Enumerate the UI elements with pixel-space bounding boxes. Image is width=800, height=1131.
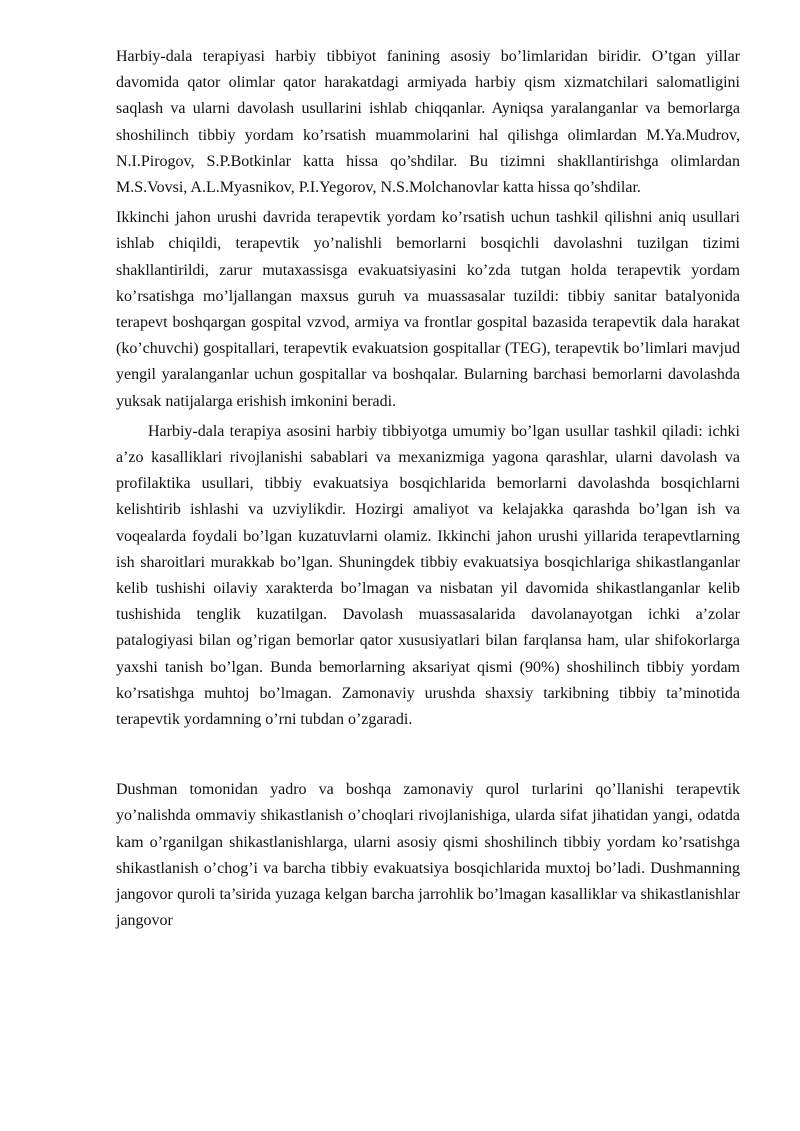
paragraph-1: Harbiy-dala terapiyasi harbiy tibbiyot fanining asosiy bo’limlaridan biridir. O’tgan yillar davomida qator olimlar qator harakatdagi armiyada harbiy qism xizmatchilari salomatligini saqlash va ularni davolash usullarini ishlab chiqqanlar. Ayniqsa yaralanganlar va bemorlarga shoshilinch tibbiy yordam ko’rsatish muammolarini hal qilishga olimlardan M.Ya.Mudrov, N.I.Pirogov, S.P.Botkinlar katta hissa qo’shdilar. Bu tizimni shakllantirishga olimlardan M.S.Vovsi, A.L.Myasnikov, P.I.Yegorov, N.S.Molchanovlar katta hissa qo’shdilar. (116, 48, 740, 197)
paragraph-3: Harbiy-dala terapiya asosini harbiy tibbiyotga umumiy bo’lgan usullar tashkil qiladi: ichki a’zo kasalliklari rivojlanishi sabablari va mexanizmiga yagona qarashlar, ularni davolash va profilaktika usullari, tibbiy evakuatsiya bosqichlarida bemorlarni davolashda bosqichlarni kelishtirib ishlashi va uzviylikdir. Hozirgi amaliyot va kelajakka qarashda bo’lgan ish va voqealarda foydali bo’lgan kuzatuvlarni olamiz. Ikkinchi jahon urushi yillarida terapevtlarning ish sharoitlari murakkab bo’lgan. Shuningdek tibbiy evakuatsiya bosqichlariga shikastlanganlar kelib tushishi oilaviy xarakterda bo’lmagan va nisbatan yil davomida shikastlanganlar kelib tushishida tenglik kuzatilgan. Davolash muassasalarida davolanayotgan ichki a’zolar patalogiyasi bilan og’rigan bemorlar qator xususiyatlari bilan farqlansa ham, ular shifokorlarga yaxshi tanish bo’lgan. Bunda bemorlarning aksariyat qismi (90%) shoshilinch tibbiy yordam ko’rsatishga muhtoj bo’lmagan. Zamonaviy urushda shaxsiy tarkibning tibbiy ta’minotida terapevtik yordamning o’rni tubdan o’zgaradi. (116, 422, 740, 729)
paragraph-4: Dushman tomonidan yadro va boshqa zamonaviy qurol turlarini qo’llanishi terapevtik yo’nalishda ommaviy shikastlanish o’choqlari rivojlanishiga, ularda sifat jihatidan yangi, odatda kam o’rganilgan shikastlanishlarga, ularni asosiy qismi shoshilinch tibbiy yordam ko’rsatishga shikastlanish o’chog’i va barcha tibbiy evakuatsiya bosqichlarida muxtoj bo’ladi. Dushmanning jangovor quroli ta’sirida yuzaga kelgan barcha jarrohlik bo’lmagan kasalliklar va shikastlanishlar jangovor (116, 781, 740, 930)
paragraph-2: Ikkinchi jahon urushi davrida terapevtik yordam ko’rsatish uchun tashkil qilishni aniq usullari ishlab chiqildi, terapevtik yo’nalishli bemorlarni bosqichli davolashni tuzilgan tizimi shakllantirildi, zarur mutaxassisga evakuatsiyasini ko’zda tutgan holda terapevtik yordam ko’rsatishga mo’ljallangan maxsus guruh va muassasalar tuzildi: tibbiy sanitar batalyonida terapevt boshqargan gospital vzvod, armiya va frontlar gospital bazasida terapevtik dala harakat (ko’chuvchi) gospitallari, terapevtik evakuatsion gospitallar (TEG), terapevtik bo’limlari mavjud yengil yaralanganlar uchun gospitallar va boshqalar. Bularning barchasi bemorlarni davolashda yuksak natijalarga erishish imkonini beradi. (116, 209, 740, 410)
